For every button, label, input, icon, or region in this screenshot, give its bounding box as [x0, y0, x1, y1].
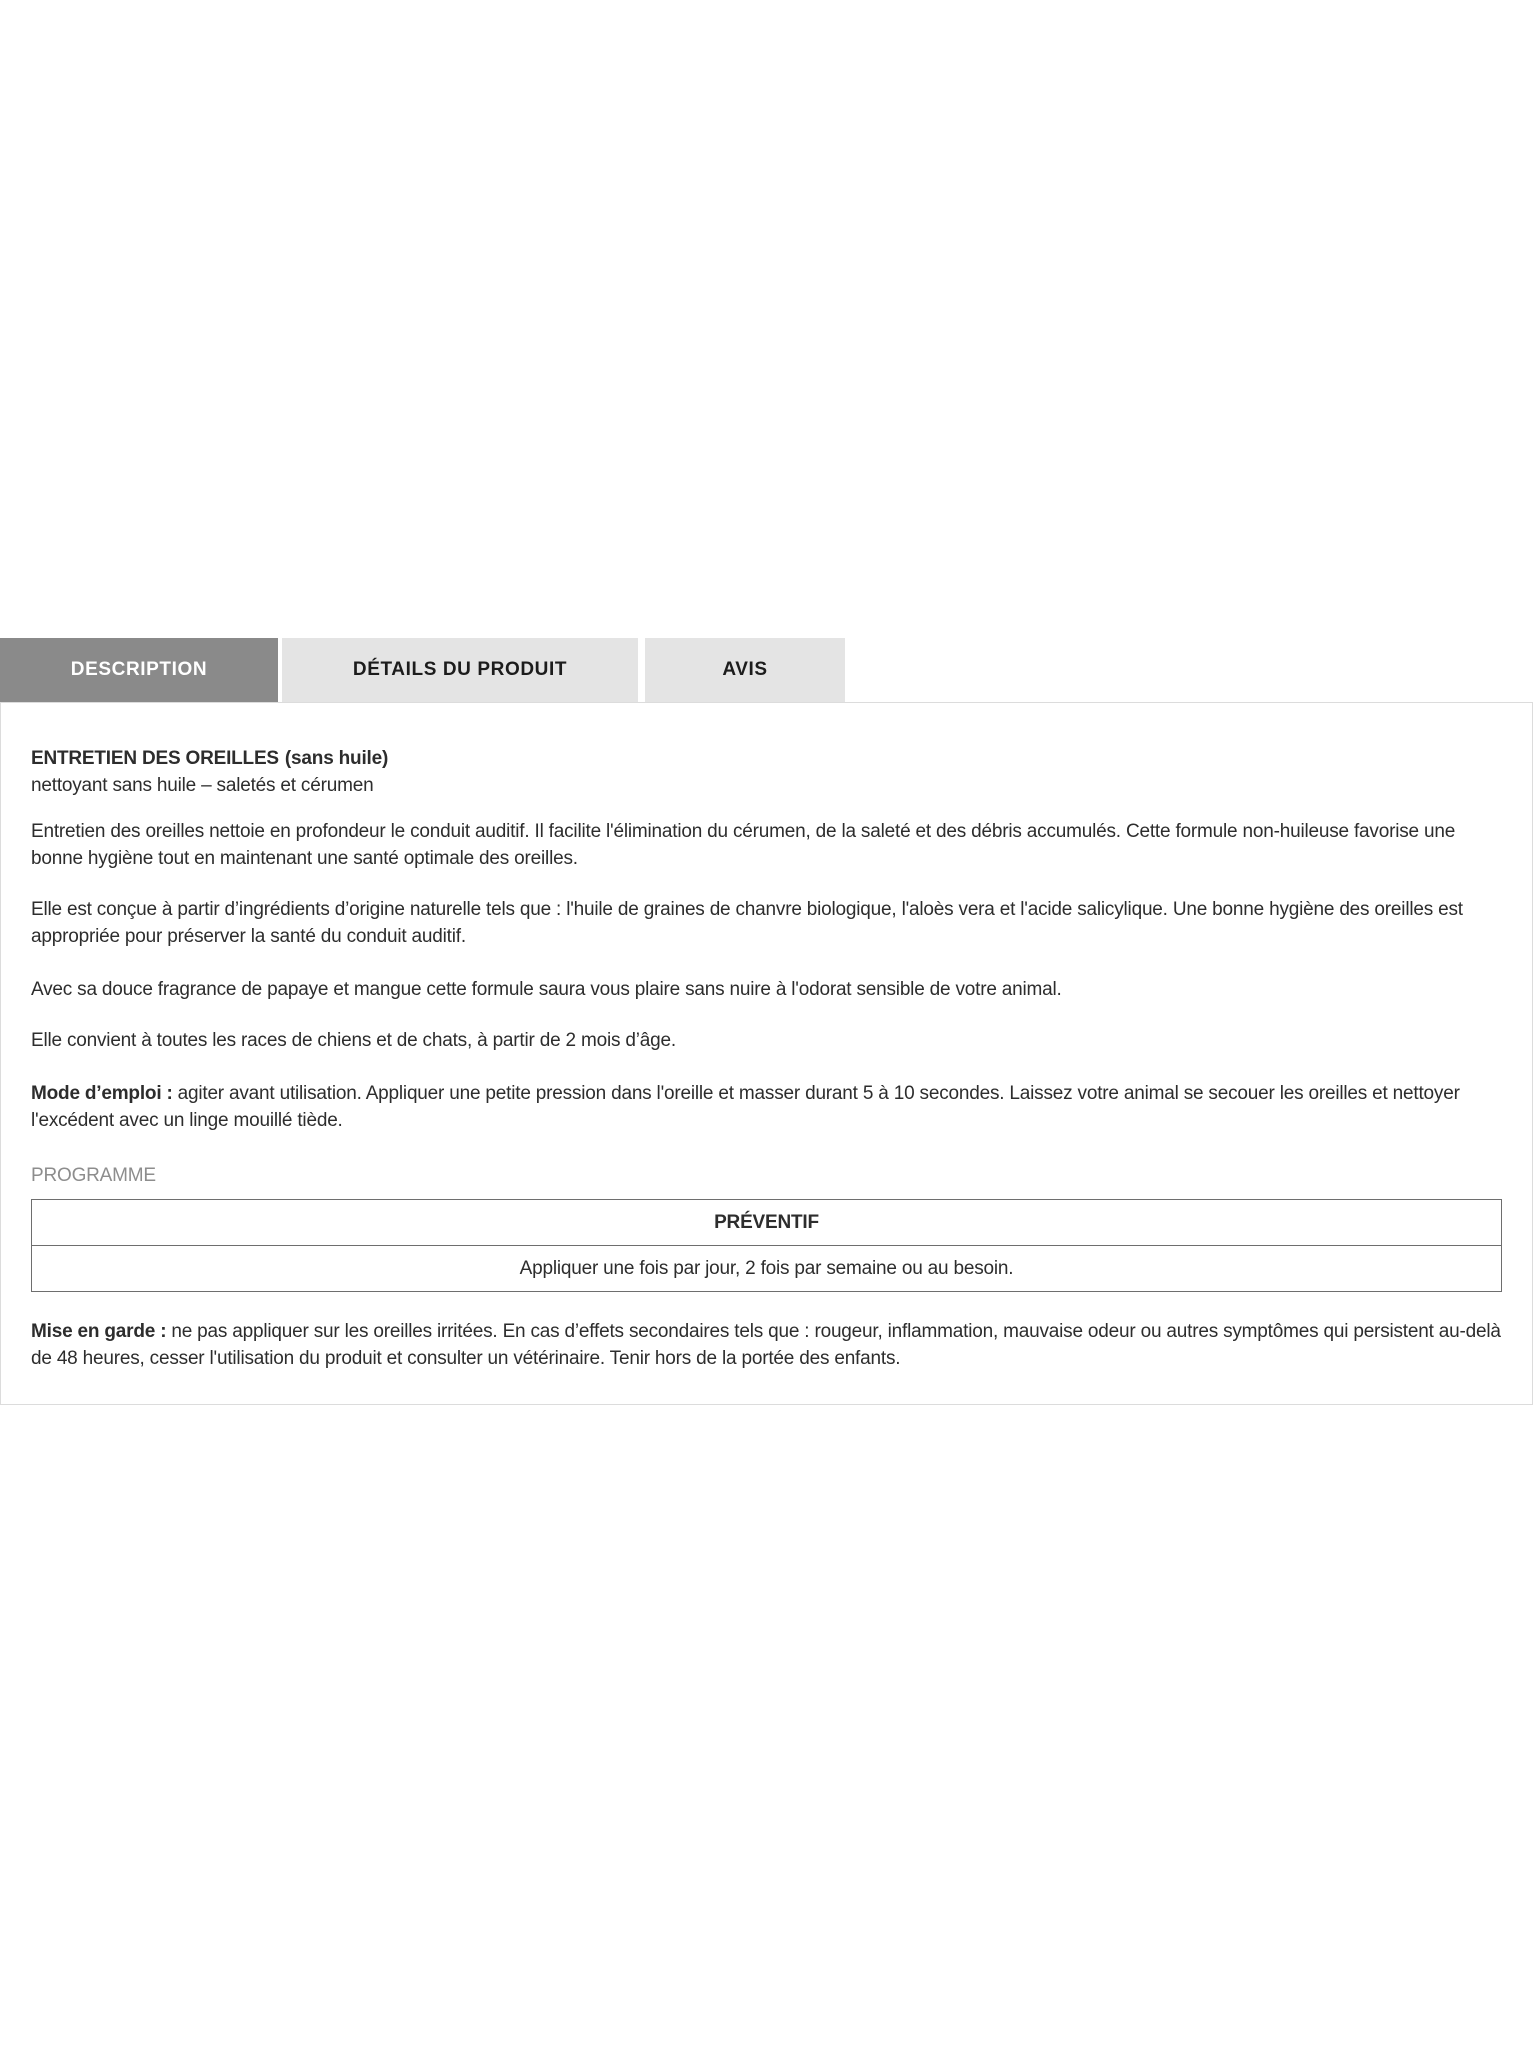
- warning-label: Mise en garde :: [31, 1321, 167, 1342]
- program-table-cell: Appliquer une fois par jour, 2 fois par semaine ou au besoin.: [32, 1246, 1502, 1292]
- warning-text: ne pas appliquer sur les oreilles irritées. En cas d’effets secondaires tels que : rougeur, inflammation, mauvaise odeur ou autres symptômes qui persistent au-delà de 48 heures, cesser l'utilisation du produit et consulter un vétérinaire. Tenir hors de la portée des enfants.: [31, 1321, 1501, 1369]
- program-table: [31, 1199, 1502, 1292]
- usage-label: Mode d’emploi :: [31, 1083, 173, 1104]
- program-table-header-cell: PRÉVENTIF: [32, 1200, 1502, 1246]
- description-paragraph-3: Avec sa douce fragrance de papaye et mangue cette formule saura vous plaire sans nuire à l'odorat sensible de votre animal.: [31, 979, 1062, 1000]
- program-table-row: [32, 1246, 1502, 1292]
- tab-reviews[interactable]: AVIS: [645, 638, 845, 702]
- product-subtitle: nettoyant sans huile – saletés et cérumen: [31, 775, 374, 796]
- description-paragraph-1: Entretien des oreilles nettoie en profondeur le conduit auditif. Il facilite l'élimination du cérumen, de la saleté et des débris accumulés. Cette formule non-huileuse favorise une bonne hygiène tout en maintenant une santé optimale des oreilles.: [31, 821, 1456, 869]
- warning-paragraph: [31, 1318, 1502, 1372]
- product-title-main: ENTRETIEN DES OREILLES: [31, 748, 279, 769]
- blank-top-area: [0, 0, 1536, 638]
- product-title: [31, 745, 1502, 772]
- description-panel: [0, 702, 1533, 1405]
- description-paragraph-2: Elle est conçue à partir d’ingrédients d’origine naturelle tels que : l'huile de graines de chanvre biologique, l'aloès vera et l'acide salicylique. Une bonne hygiène des oreilles est appropriée pour préserver la santé du conduit auditif.: [31, 899, 1463, 947]
- program-table-header-row: [32, 1200, 1502, 1246]
- tab-product-details[interactable]: DÉTAILS DU PRODUIT: [282, 638, 638, 702]
- product-title-suffix: (sans huile): [284, 748, 389, 769]
- product-tab-bar: [0, 638, 1536, 702]
- description-paragraph-4: Elle convient à toutes les races de chiens et de chats, à partir de 2 mois d’âge.: [31, 1030, 676, 1051]
- tab-description[interactable]: DESCRIPTION: [0, 638, 278, 702]
- usage-paragraph: [31, 1080, 1502, 1134]
- program-section-heading: PROGRAMME: [31, 1165, 156, 1186]
- usage-text: agiter avant utilisation. Appliquer une petite pression dans l'oreille et masser durant 5 à 10 secondes. Laissez votre animal se secouer les oreilles et nettoyer l'excédent avec un linge mouillé tiède.: [31, 1083, 1460, 1131]
